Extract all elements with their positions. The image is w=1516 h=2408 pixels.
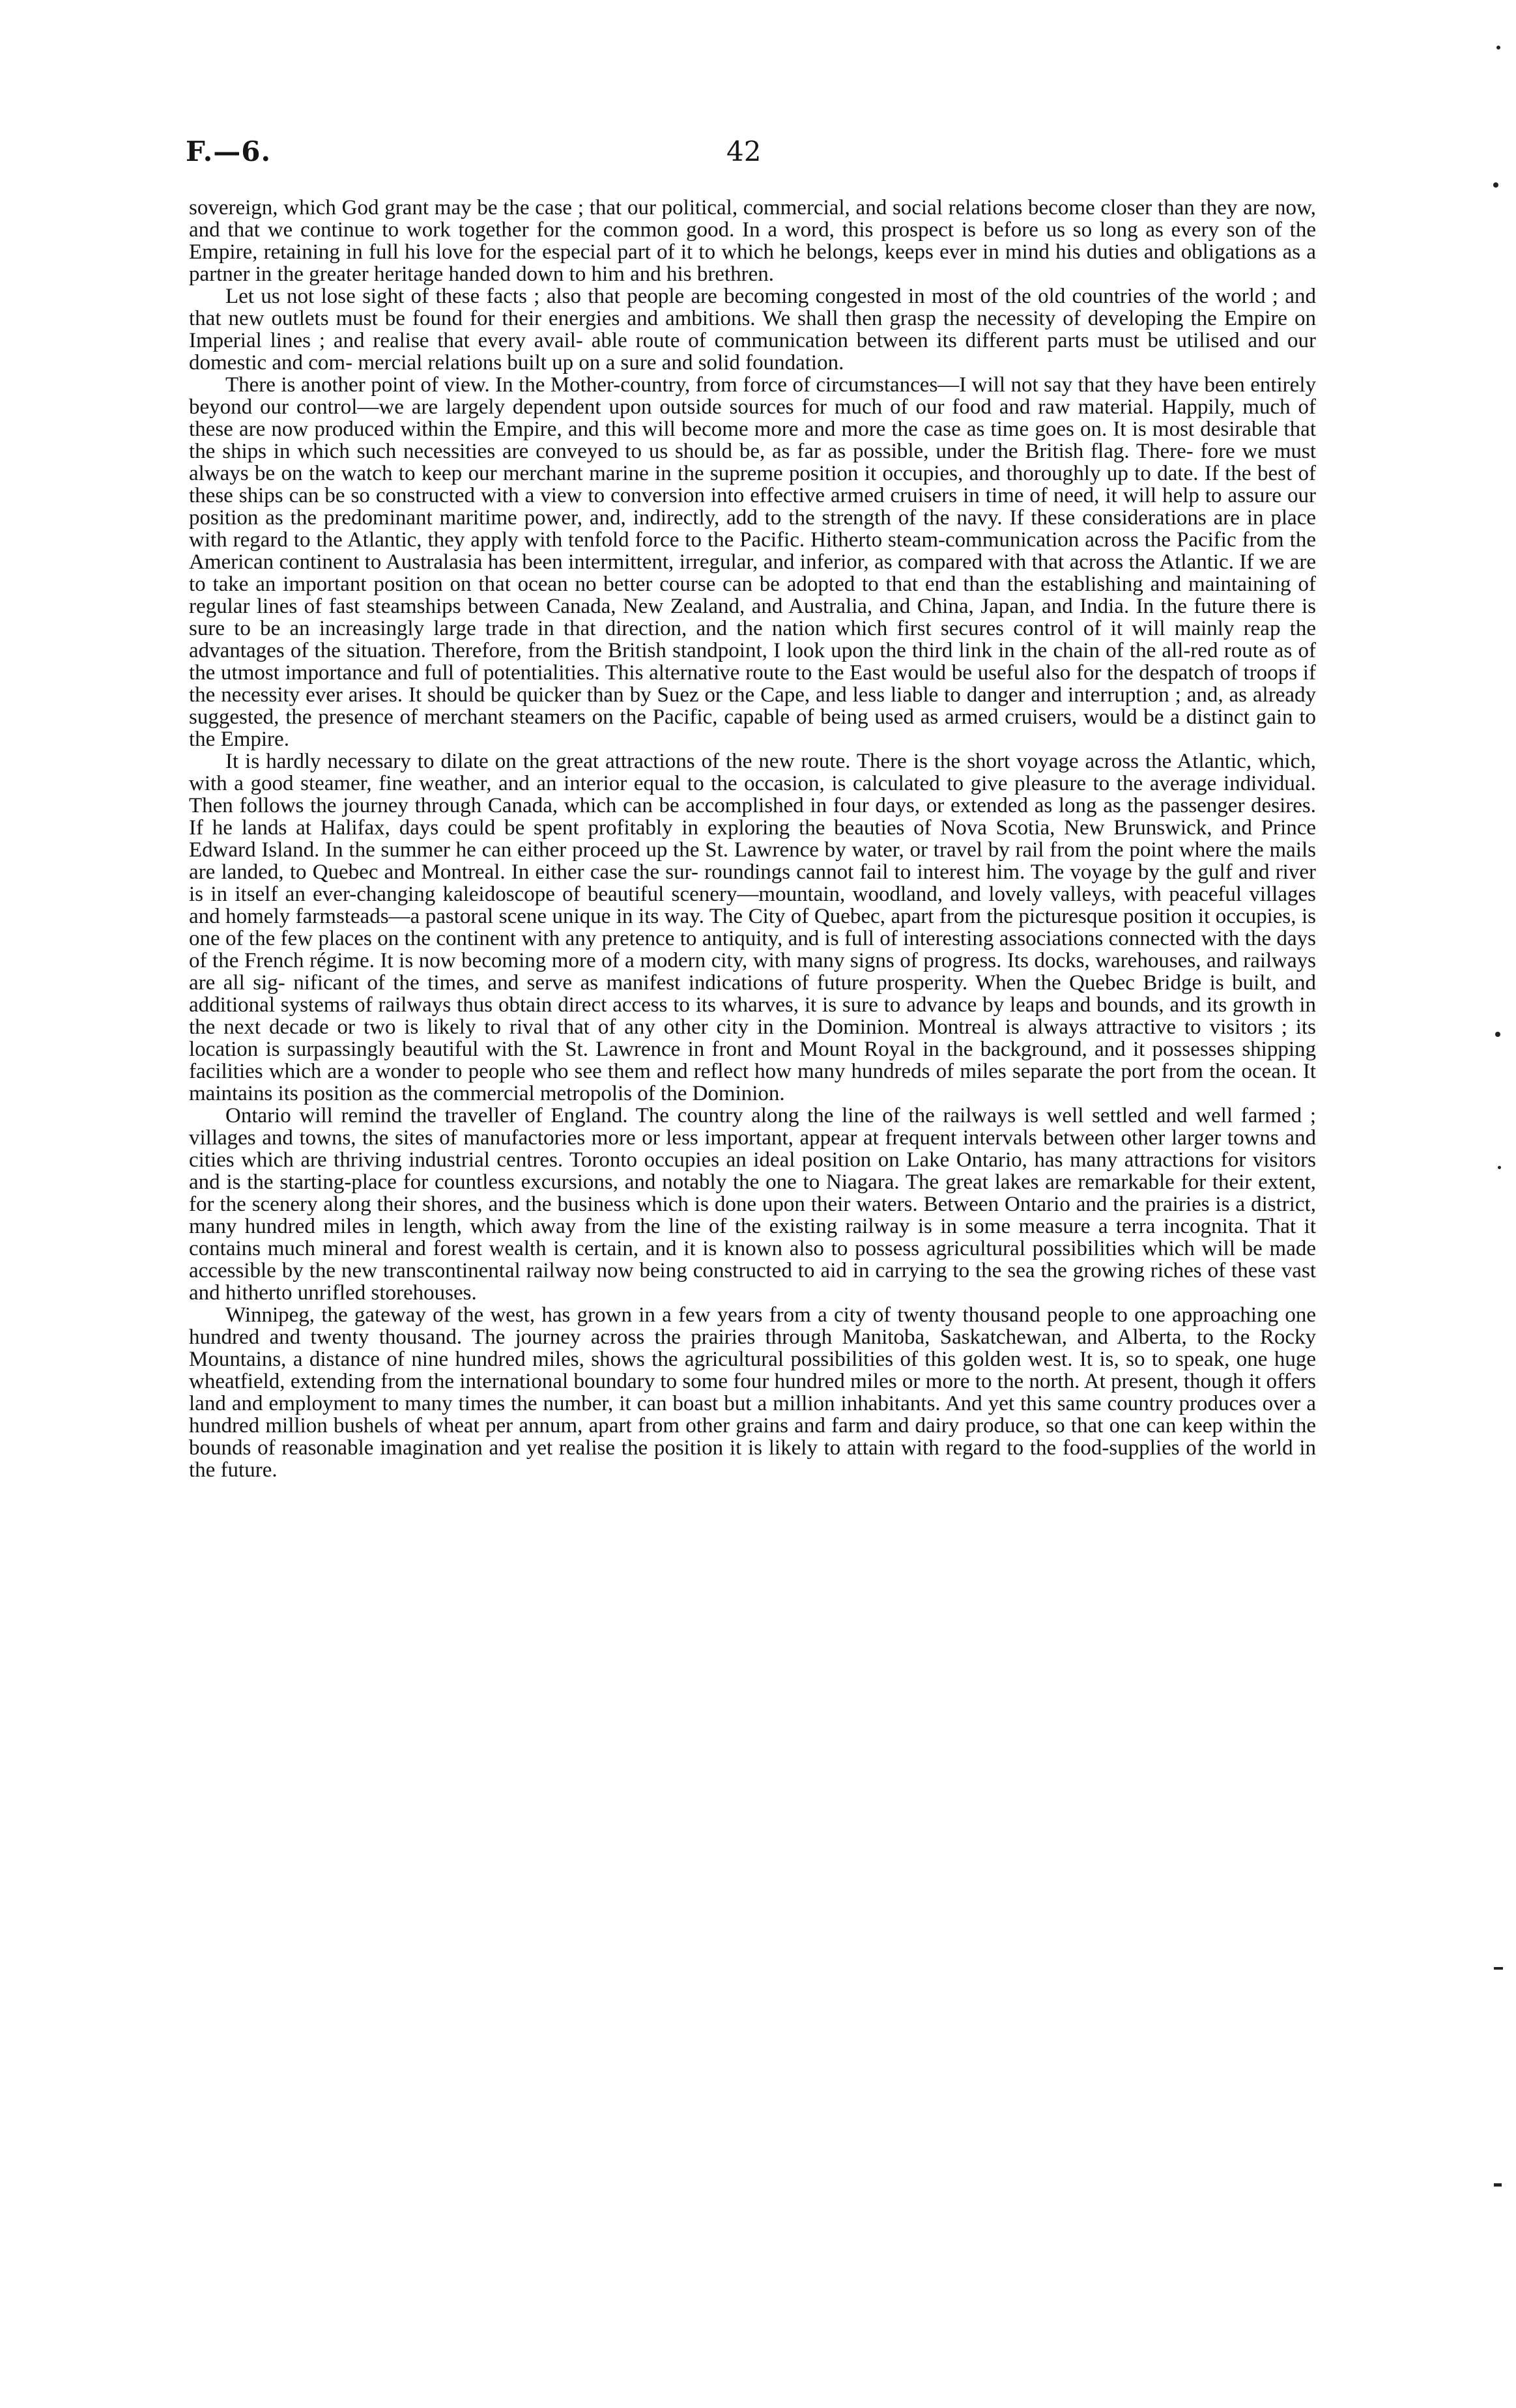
scan-mark [1495, 1032, 1500, 1037]
paragraph-4: It is hardly necessary to dilate on the great attractions of the new route. There is the short voyage across the Atlantic, which, with a good steamer, fine weather, and an interior equal to the occasion, is calculated to give pleasure to the average individual. Then follows the journey through Canada, which can be accomplished in four days, or extended as long as the passenger desires. If he lands at Halifax, days could be spent profitably in exploring the beauties of Nova Scotia, New Brunswick, and Prince Edward Island. In the summer he can either proceed up the St. Lawrence by water, or travel by rail from the point where the mails are landed, to Quebec and Montreal. In either case the sur- roundings cannot fail to interest him. The voyage by the gulf and river is in itself an ever-changing kaleidoscope of beautiful scenery—mountain, woodland, and lovely valleys, with peaceful villages and homely farmsteads—a pastoral scene unique in its way. The City of Quebec, apart from the picturesque position it occupies, is one of the few places on the continent with any pretence to antiquity, and is full of interesting associations connected with the days of the French régime. It is now becoming more of a modern city, with many signs of progress. Its docks, warehouses, and railways are all sig- nificant of the times, and serve as manifest indications of future prosperity. When the Quebec Bridge is built, and additional systems of railways thus obtain direct access to its wharves, it is sure to advance by leaps and bounds, and its growth in the next decade or two is likely to rival that of any other city in the Dominion. Montreal is always attractive to visitors ; its location is surpassingly beautiful with the St. Lawrence in front and Mount Royal in the background, and it possesses shipping facilities which are a wonder to people who see them and reflect how many hundreds of miles separate the port from the ocean. It maintains its position as the commercial metropolis of the Dominion. [189, 750, 1316, 1105]
body-text [189, 197, 1316, 1481]
paragraph-5: Ontario will remind the traveller of England. The country along the line of the railways is well settled and well farmed ; villages and towns, the sites of manufactories more or less important, appear at frequent intervals between other larger towns and cities which are thriving industrial centres. Toronto occupies an ideal position on Lake Ontario, has many attractions for visitors and is the starting-place for countless excursions, and notably the one to Niagara. The great lakes are remarkable for their extent, for the scenery along their shores, and the business which is done upon their waters. Between Ontario and the prairies is a district, many hundred miles in length, which away from the line of the existing railway is in some measure a terra incognita. That it contains much mineral and forest wealth is certain, and it is known also to possess agricultural possibilities which will be made accessible by the new transcontinental railway now being constructed to aid in carrying to the sea the growing riches of these vast and hitherto unrifled storehouses. [189, 1104, 1316, 1305]
paragraph-6: Winnipeg, the gateway of the west, has grown in a few years from a city of twenty thousand people to one approaching one hundred and twenty thousand. The journey across the prairies through Manitoba, Saskatchewan, and Alberta, to the Rocky Mountains, a distance of nine hundred miles, shows the agricultural possibilities of this golden west. It is, so to speak, one huge wheatfield, extending from the international boundary to some four hundred miles or more to the north. At present, though it offers land and employment to many times the number, it can boast but a million inhabitants. And yet this same country produces over a hundred million bushels of wheat per annum, apart from other grains and farm and dairy produce, so that one can keep within the bounds of reasonable imagination and yet realise the position it is likely to attain with regard to the food-supplies of the world in the future. [189, 1303, 1316, 1482]
scan-mark [1494, 1967, 1503, 1970]
scan-mark [1498, 1166, 1501, 1169]
paragraph-3: There is another point of view. In the Mother-country, from force of circumstances—I will not say that they have been entirely beyond our control—we are largely dependent upon outside sources for much of our food and raw material. Happily, much of these are now produced within the Empire, and this will become more and more the case as time goes on. It is most desirable that the ships in which such necessities are conveyed to us should be, as far as possible, under the British flag. There- fore we must always be on the watch to keep our merchant marine in the supreme position it occupies, and thoroughly up to date. If the best of these ships can be so constructed with a view to conversion into effective armed cruisers in time of need, it will help to assure our position as the predominant maritime power, and, indirectly, add to the strength of the navy. If these considerations are in place with regard to the Atlantic, they apply with tenfold force to the Pacific. Hitherto steam-communication across the Pacific from the American continent to Australasia has been intermittent, irregular, and inferior, as compared with that across the Atlantic. If we are to take an important position on that ocean no better course can be adopted to that end than the establishing and maintaining of regular lines of fast steamships between Canada, New Zealand, and Australia, and China, Japan, and India. In the future there is sure to be an increasingly large trade in that direction, and the nation which first secures control of it will mainly reap the advantages of the situation. Therefore, from the British standpoint, I look upon the third link in the chain of the all-red route as of the utmost importance and full of potentialities. This alternative route to the East would be useful also for the despatch of troops if the necessity ever arises. It should be quicker than by Suez or the Cape, and less liable to danger and interruption ; and, as already suggested, the presence of merchant steamers on the Pacific, capable of being used as armed cruisers, would be a distinct gain to the Empire. [189, 373, 1316, 751]
scan-mark [1496, 46, 1500, 50]
document-reference: F.—6. [186, 135, 272, 167]
running-head [186, 135, 1326, 175]
scan-mark [1493, 182, 1498, 188]
page-number: 42 [726, 135, 762, 167]
scan-mark [1494, 2183, 1502, 2187]
paragraph-2: Let us not lose sight of these facts ; also that people are becoming congested in most of the old countries of the world ; and that new outlets must be found for their energies and ambitions. We shall then grasp the necessity of developing the Empire on Imperial lines ; and realise that every avail- able route of communication between its different parts must be utilised and our domestic and com- mercial relations built up on a sure and solid foundation. [189, 285, 1316, 375]
paragraph-1: sovereign, which God grant may be the case ; that our political, commercial, and social relations become closer than they are now, and that we continue to work together for the common good. In a word, this prospect is before us so long as every son of the Empire, retaining in full his love for the especial part of it to which he belongs, keeps ever in mind his duties and obligations as a partner in the greater heritage handed down to him and his brethren. [189, 196, 1316, 286]
